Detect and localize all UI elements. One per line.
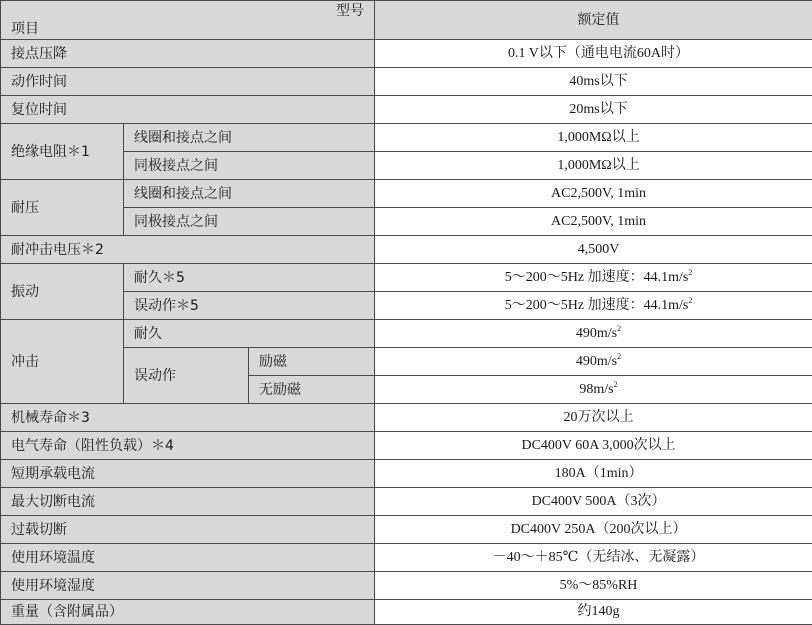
row-value: 5%～85%RH	[375, 572, 812, 600]
sub-label: 同极接点之间	[124, 208, 375, 236]
row-label: 电气寿命（阻性负载）＊4	[1, 432, 375, 460]
row-value: 1,000MΩ以上	[375, 152, 812, 180]
rated-value-header: 额定值	[375, 1, 812, 40]
row-value: AC2,500V, 1min	[375, 208, 812, 236]
value-text: 5～200～5Hz 加速度：44.1m/s	[505, 270, 689, 285]
row-value: －40～＋85℃（无结冰、无凝露）	[375, 544, 812, 572]
table-row	[1, 68, 812, 96]
row-value: 约140g	[375, 600, 812, 625]
row-value: 0.1 V以下（通电电流60A时）	[375, 40, 812, 68]
row-value: DC400V 250A（200次以上）	[375, 516, 812, 544]
row-value	[375, 348, 812, 376]
value-text: 490m/s	[576, 326, 617, 341]
header-row	[1, 1, 812, 40]
row-label: 冲击	[1, 320, 124, 404]
table-row	[1, 404, 812, 432]
sub-label: 耐久＊5	[124, 264, 375, 292]
row-label: 使用环境湿度	[1, 572, 375, 600]
row-value: DC400V 500A（3次）	[375, 488, 812, 516]
unit-exponent: 2	[617, 324, 621, 333]
table-row	[1, 488, 812, 516]
row-label: 动作时间	[1, 68, 375, 96]
table-row	[1, 572, 812, 600]
unit-exponent: 2	[617, 352, 621, 361]
table-row	[1, 236, 812, 264]
row-value: 4,500V	[375, 236, 812, 264]
table-row	[1, 432, 812, 460]
value-text: 5～200～5Hz 加速度：44.1m/s	[505, 298, 689, 313]
sub-label: 耐久	[124, 320, 375, 348]
row-value: 180A（1min）	[375, 460, 812, 488]
table-row	[1, 516, 812, 544]
unit-exponent: 2	[614, 380, 618, 389]
row-value: 20ms以下	[375, 96, 812, 124]
row-label: 重量（含附属品）	[1, 600, 375, 625]
value-text: 490m/s	[576, 354, 617, 369]
sub-sub-label: 励磁	[249, 348, 375, 376]
row-value: DC400V 60A 3,000次以上	[375, 432, 812, 460]
row-label: 接点压降	[1, 40, 375, 68]
row-label: 绝缘电阻＊1	[1, 124, 124, 180]
row-label: 机械寿命＊3	[1, 404, 375, 432]
row-label: 短期承载电流	[1, 460, 375, 488]
table-row	[1, 460, 812, 488]
row-label: 最大切断电流	[1, 488, 375, 516]
value-text: 98m/s	[579, 382, 613, 397]
sub-label: 线圈和接点之间	[124, 180, 375, 208]
row-value	[375, 292, 812, 320]
unit-exponent: 2	[688, 296, 692, 305]
row-label: 耐冲击电压＊2	[1, 236, 375, 264]
table-row	[1, 320, 812, 348]
unit-exponent: 2	[688, 268, 692, 277]
row-label: 使用环境温度	[1, 544, 375, 572]
table-row	[1, 40, 812, 68]
sub-label: 线圈和接点之间	[124, 124, 375, 152]
table-row	[1, 600, 812, 625]
header-corner-cell	[1, 1, 375, 40]
row-value: 20万次以上	[375, 404, 812, 432]
table-row	[1, 544, 812, 572]
row-value	[375, 264, 812, 292]
row-value: AC2,500V, 1min	[375, 180, 812, 208]
row-label: 振动	[1, 264, 124, 320]
table-row	[1, 124, 812, 152]
row-value	[375, 320, 812, 348]
sub-label: 同极接点之间	[124, 152, 375, 180]
item-header: 项目	[11, 21, 39, 37]
model-header: 型号	[336, 3, 364, 19]
row-label: 耐压	[1, 180, 124, 236]
row-label: 复位时间	[1, 96, 375, 124]
table-row	[1, 180, 812, 208]
table-row	[1, 96, 812, 124]
row-value	[375, 376, 812, 404]
row-value: 1,000MΩ以上	[375, 124, 812, 152]
sub-label: 误动作	[124, 348, 249, 404]
sub-sub-label: 无励磁	[249, 376, 375, 404]
row-label: 过载切断	[1, 516, 375, 544]
table-row	[1, 264, 812, 292]
row-value: 40ms以下	[375, 68, 812, 96]
sub-label: 误动作＊5	[124, 292, 375, 320]
